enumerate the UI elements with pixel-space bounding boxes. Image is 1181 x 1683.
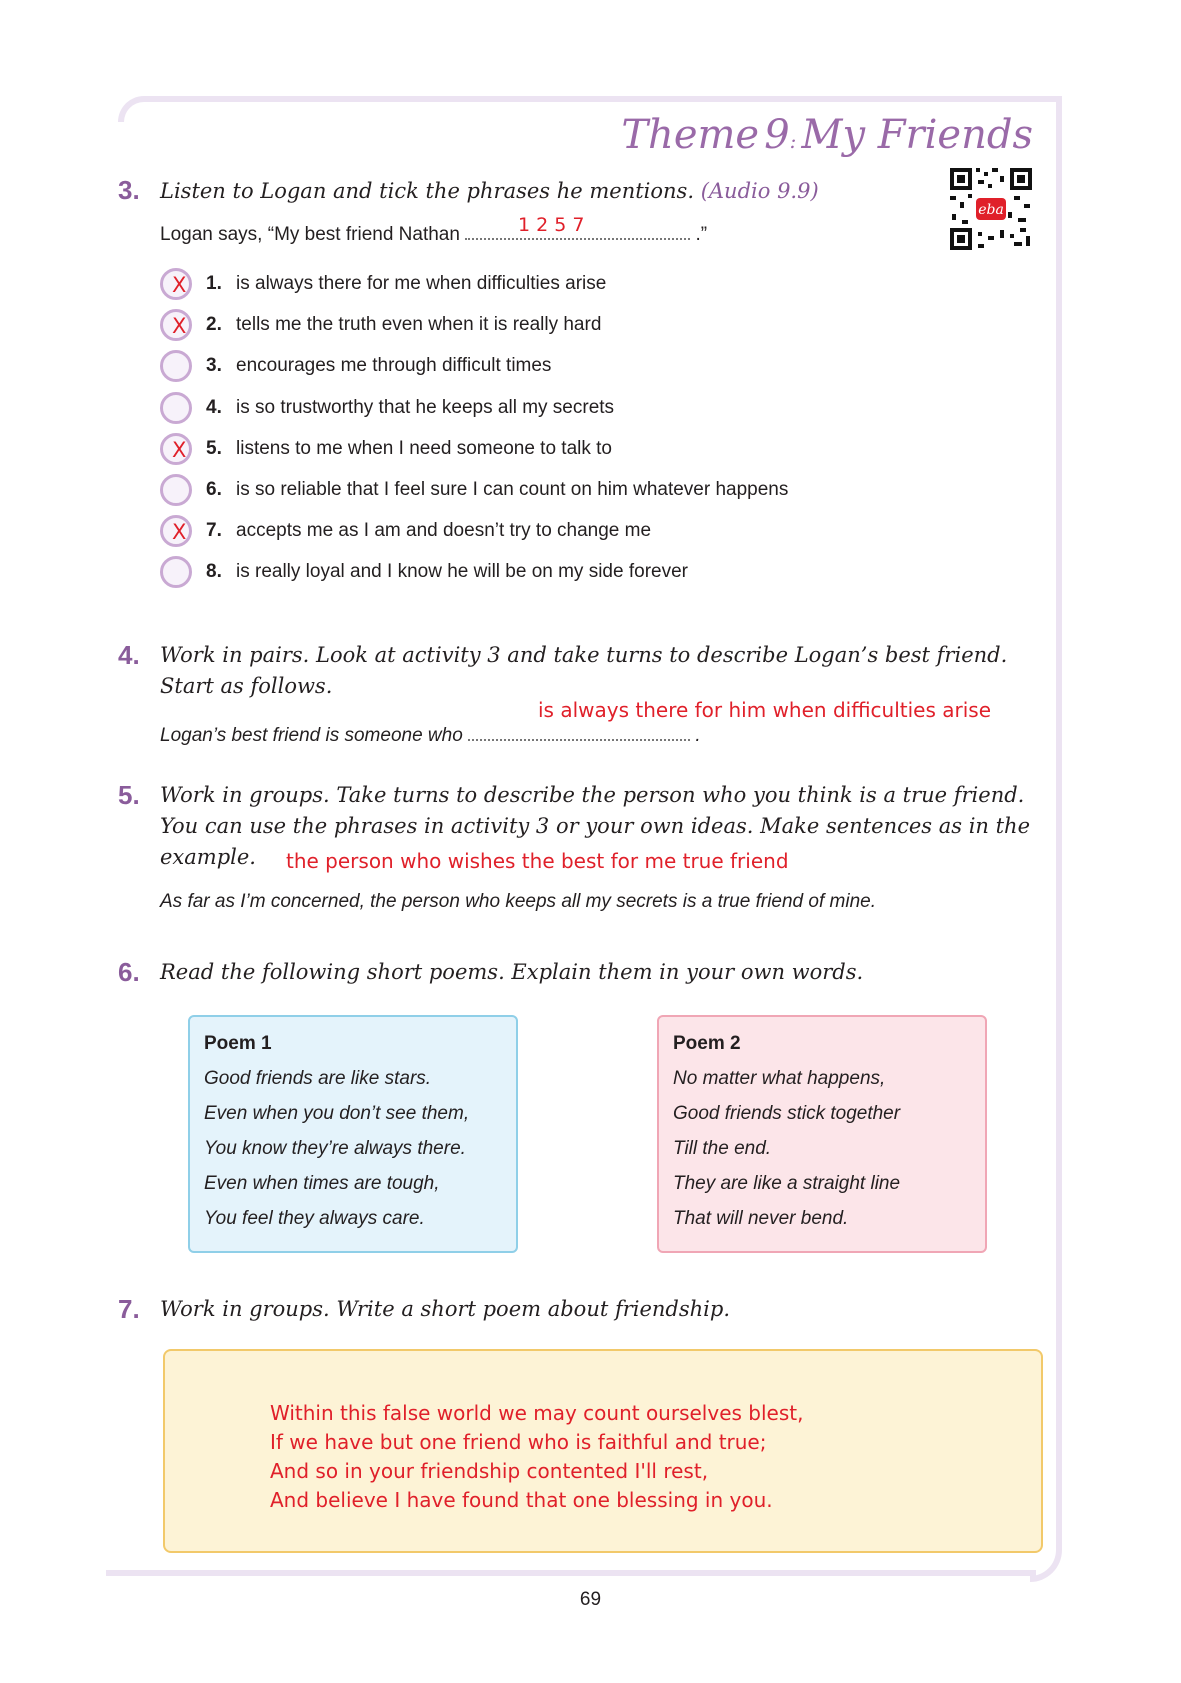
q5-instruction-line3: example. <box>160 845 256 869</box>
option-text: accepts me as I am and doesn’t try to change me <box>236 520 652 542</box>
q5-handwritten-answer: the person who wishes the best for me true friend <box>286 849 789 873</box>
page-number: 69 <box>579 1589 602 1610</box>
cross-mark: X <box>172 273 187 297</box>
theme-number: 9 <box>764 112 790 158</box>
option-number: 7. <box>206 520 222 542</box>
option-number: 6. <box>206 479 222 500</box>
option-text: encourages me through difficult times <box>236 355 552 377</box>
q3-stem-prefix: Logan says, “My best friend Nathan <box>160 224 460 245</box>
poem2-box <box>657 1015 987 1253</box>
qr-code-icon[interactable] <box>948 166 1034 252</box>
q3-audio-ref: (Audio 9.9) <box>700 179 819 203</box>
poem1-line: Even when you don’t see them, <box>204 1103 470 1124</box>
q3-stem-suffix: .” <box>695 224 708 245</box>
q5-instruction-line2: You can use the phrases in activity 3 or your own ideas. Make sentences as in the <box>160 814 1031 838</box>
q5-instruction-line1: Work in groups. Take turns to describe the person who you think is a true friend. <box>160 783 1025 807</box>
option-text: is so trustworthy that he keeps all my secrets <box>236 396 615 418</box>
q3-option <box>160 350 920 386</box>
q7-answer-box[interactable] <box>163 1349 1043 1553</box>
q7-number: 7. <box>118 1294 140 1324</box>
q7-instruction: Work in groups. Write a short poem about friendship. <box>160 1297 731 1321</box>
option-number: 2. <box>206 314 222 336</box>
q3-option <box>160 474 920 510</box>
qr-label: eba <box>978 202 1004 218</box>
option-text: listens to me when I need someone to talk to <box>236 437 612 459</box>
cross-mark: X <box>172 520 187 545</box>
q4-stem-text: Logan’s best friend is someone who <box>160 725 463 746</box>
q3-instruction-text: Listen to Logan and tick the phrases he mentions. <box>160 179 695 203</box>
q7-answer-line: And so in your friendship contented I'll rest, <box>270 1459 709 1483</box>
poem1-title: Poem 1 <box>204 1033 272 1054</box>
poem2-line: That will never bend. <box>673 1208 849 1229</box>
q4-answer-blank[interactable] <box>468 721 690 741</box>
q5-number: 5. <box>118 780 140 810</box>
poem1-line: Good friends are like stars. <box>204 1068 432 1089</box>
tick-circle[interactable] <box>160 433 192 465</box>
q4-instruction-line2: Start as follows. <box>160 674 333 698</box>
q3-option <box>160 515 920 551</box>
option-number: 5. <box>206 437 222 459</box>
option-text: is so reliable that I feel sure I can count on him whatever happens <box>236 479 789 500</box>
poem1-box <box>188 1015 518 1253</box>
q3-option <box>160 556 920 592</box>
q3-stem <box>160 220 707 246</box>
q3-option <box>160 392 920 428</box>
option-number: 3. <box>206 355 222 377</box>
q4-handwritten-answer: is always there for him when difficulties arise <box>538 698 991 722</box>
theme-header: Theme 9: My Friends <box>621 112 1033 158</box>
q6-instruction: Read the following short poems. Explain them in your own words. <box>160 960 864 984</box>
tick-circle[interactable] <box>160 556 192 588</box>
tick-circle[interactable] <box>160 268 192 300</box>
page-frame-bottom <box>106 1570 1036 1576</box>
q3-number: 3. <box>118 175 140 205</box>
q4-instruction-line1: Work in pairs. Look at activity 3 and take turns to describe Logan’s best friend. <box>160 643 1008 667</box>
cross-mark: X <box>172 314 187 339</box>
poem2-title: Poem 2 <box>673 1033 741 1054</box>
poem1-line: You know they’re always there. <box>204 1138 466 1159</box>
poem2-line: Till the end. <box>673 1138 772 1159</box>
q7-answer-line: If we have but one friend who is faithful and true; <box>270 1430 767 1454</box>
cross-mark: X <box>172 437 187 462</box>
option-number: 4. <box>206 396 222 418</box>
q4-stem-end: . <box>695 725 701 746</box>
theme-word: Theme <box>621 112 760 158</box>
option-number: 8. <box>206 561 222 583</box>
poem1-line: You feel they always care. <box>204 1208 425 1229</box>
tick-circle[interactable] <box>160 474 192 506</box>
q4-instruction <box>160 640 1007 702</box>
poem1-line: Even when times are tough, <box>204 1173 440 1194</box>
q7-answer-line: Within this false world we may count ourselves blest, <box>270 1401 804 1425</box>
q7-answer-line: And believe I have found that one blessing in you. <box>270 1488 773 1512</box>
option-text: is always there for me when difficulties arise <box>236 273 607 294</box>
option-text: tells me the truth even when it is really hard <box>236 314 602 336</box>
tick-circle[interactable] <box>160 515 192 547</box>
option-text: is really loyal and I know he will be on my side forever <box>236 561 688 583</box>
tick-circle[interactable] <box>160 350 192 382</box>
q3-instruction <box>160 176 819 207</box>
tick-circle[interactable] <box>160 309 192 341</box>
q6-number: 6. <box>118 957 140 987</box>
option-number: 1. <box>206 273 222 294</box>
tick-circle[interactable] <box>160 392 192 424</box>
poem2-line: No matter what happens, <box>673 1068 886 1089</box>
q5-example: As far as I’m concerned, the person who keeps all my secrets is a true friend of mine. <box>160 891 876 912</box>
q4-number: 4. <box>118 640 140 670</box>
theme-title: My Friends <box>801 112 1033 158</box>
q3-option <box>160 309 920 345</box>
q4-stem <box>160 721 701 747</box>
q3-option <box>160 433 920 469</box>
poem2-line: Good friends stick together <box>673 1103 901 1124</box>
q3-handwritten-answer: 1 2 5 7 <box>518 214 585 236</box>
poem2-line: They are like a straight line <box>673 1173 901 1194</box>
q3-option <box>160 268 920 304</box>
